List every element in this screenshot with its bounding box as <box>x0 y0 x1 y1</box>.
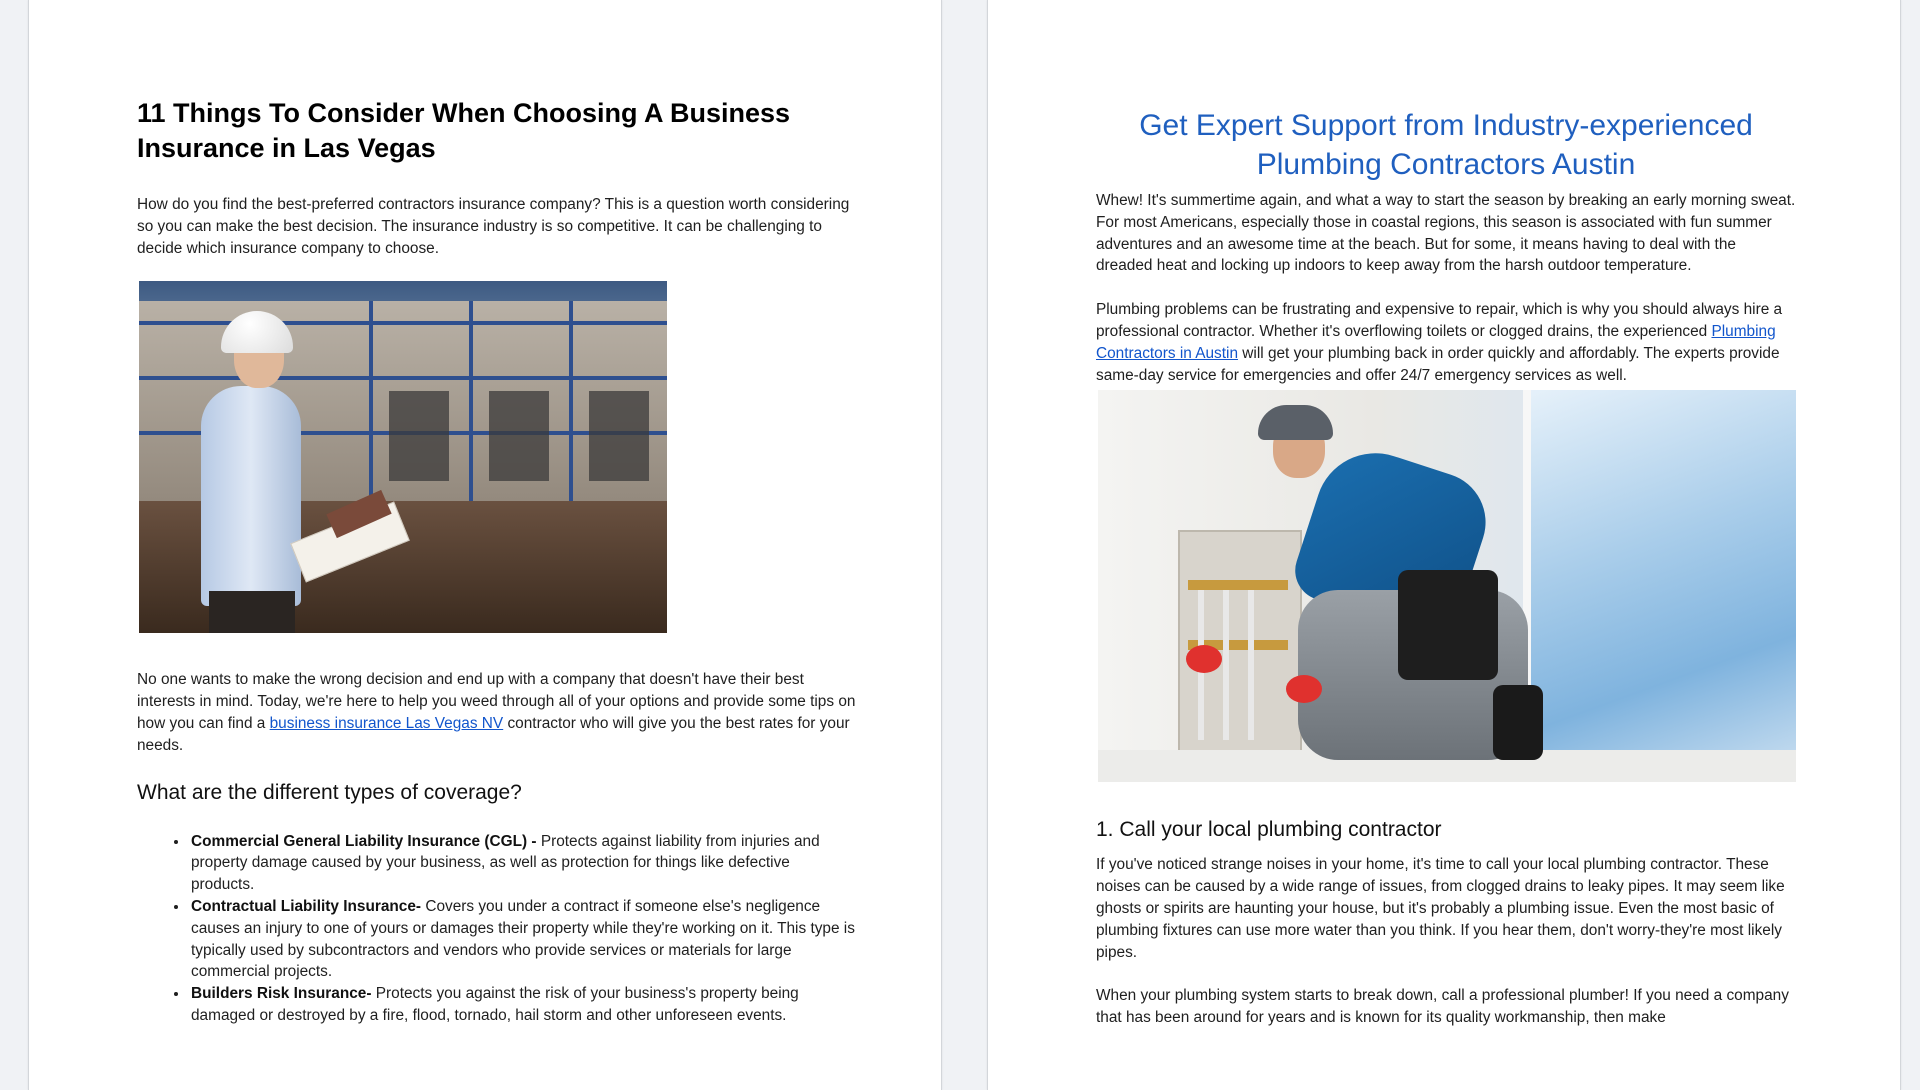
list-item-term: Builders Risk Insurance- <box>191 985 376 1003</box>
plumbing-contractors-link[interactable]: Plumbing Contractors in Austin <box>1096 322 1776 362</box>
para-text: will get your plumbing back in order quickly and affordably. The experts provide same-day service for emergencies and offer 24/7 emergency services as well. <box>1096 344 1780 384</box>
business-insurance-link[interactable]: business insurance Las Vegas NV <box>269 714 504 732</box>
plumbing-title: Get Expert Support from Industry-experienced Plumbing Contractors Austin <box>1139 109 1753 181</box>
plumber-call-paragraph: When your plumbing system starts to break down, call a professional plumber! If you need a company that has been around for years and is known for its quality workmanship, then make <box>1096 987 1789 1027</box>
list-item <box>189 896 857 983</box>
para-text: contractor who will give you the best rates for your needs. <box>137 714 850 754</box>
summer-paragraph: Whew! It's summertime again, and what a way to start the season by breaking an early morning sweat. For most Americans, especially those in coastal regions, this season is associated with fun summer adventures and an awesome time at the beach. But for some, it means having to deal with the dreaded heat and locking up indoors to keep away from the harsh outdoor temperature. <box>1096 192 1796 275</box>
intro-paragraph: How do you find the best-preferred contractors insurance company? This is a question worth considering so you can make the best decision. The insurance industry is so competitive. It can be challenging to decide which insurance company to choose. <box>137 196 850 257</box>
list-item-text: Covers you under a contract if someone else's negligence causes an injury to one of yours or damages their property while they're working on it. This type is typically used by subcontractors and vendors who provide services or materials for large commercial projects. <box>191 897 855 981</box>
list-item-term: Contractual Liability Insurance- <box>191 897 426 915</box>
page-2-content <box>1096 106 1796 1051</box>
plumbing-problems-paragraph <box>1096 299 1796 386</box>
call-contractor-heading: 1. Call your local plumbing contractor <box>1096 818 1442 842</box>
strange-noises-paragraph: If you've noticed strange noises in your home, it's time to call your local plumbing contractor. These noises can be caused by a wide range of issues, from clogged drains to leaky pipes. It may seem like ghosts or spirits are haunting your house, but it's probably a plumbing issue. Even the most basic of plumbing fixtures can use more water than you think. If you hear them, don't worry-they're most likely pipes. <box>1096 856 1785 961</box>
coverage-intro-paragraph <box>137 669 857 756</box>
coverage-subheading: What are the different types of coverage? <box>137 780 522 804</box>
para-text: No one wants to make the wrong decision and end up with a company that doesn't have their best interests in mind. Today, we're here to help you weed through all of your options and provide some tips on how you can find a <box>137 671 856 732</box>
list-item-term: Commercial General Liability Insurance (CGL) - <box>191 832 541 850</box>
article-title: 11 Things To Consider When Choosing A Business Insurance in Las Vegas <box>137 98 791 163</box>
coverage-list <box>137 831 857 1027</box>
list-item-text: Protects against liability from injuries and property damage caused by your business, as well as protection for things like defective products. <box>191 832 820 894</box>
document-page-2 <box>987 0 1901 1090</box>
list-item <box>189 983 857 1027</box>
list-item <box>189 831 857 896</box>
construction-inspector-photo <box>139 281 667 633</box>
para-text: Plumbing problems can be frustrating and expensive to repair, which is why you should always hire a professional contractor. Whether it's overflowing toilets or clogged drains, the experienced <box>1096 301 1783 340</box>
document-page-1 <box>28 0 942 1090</box>
plumber-photo <box>1098 390 1796 782</box>
page-1-content <box>137 96 857 1027</box>
list-item-text: Protects you against the risk of your business's property being damaged or destroyed by a fire, flood, tornado, hail storm and other unforeseen events. <box>191 985 799 1024</box>
